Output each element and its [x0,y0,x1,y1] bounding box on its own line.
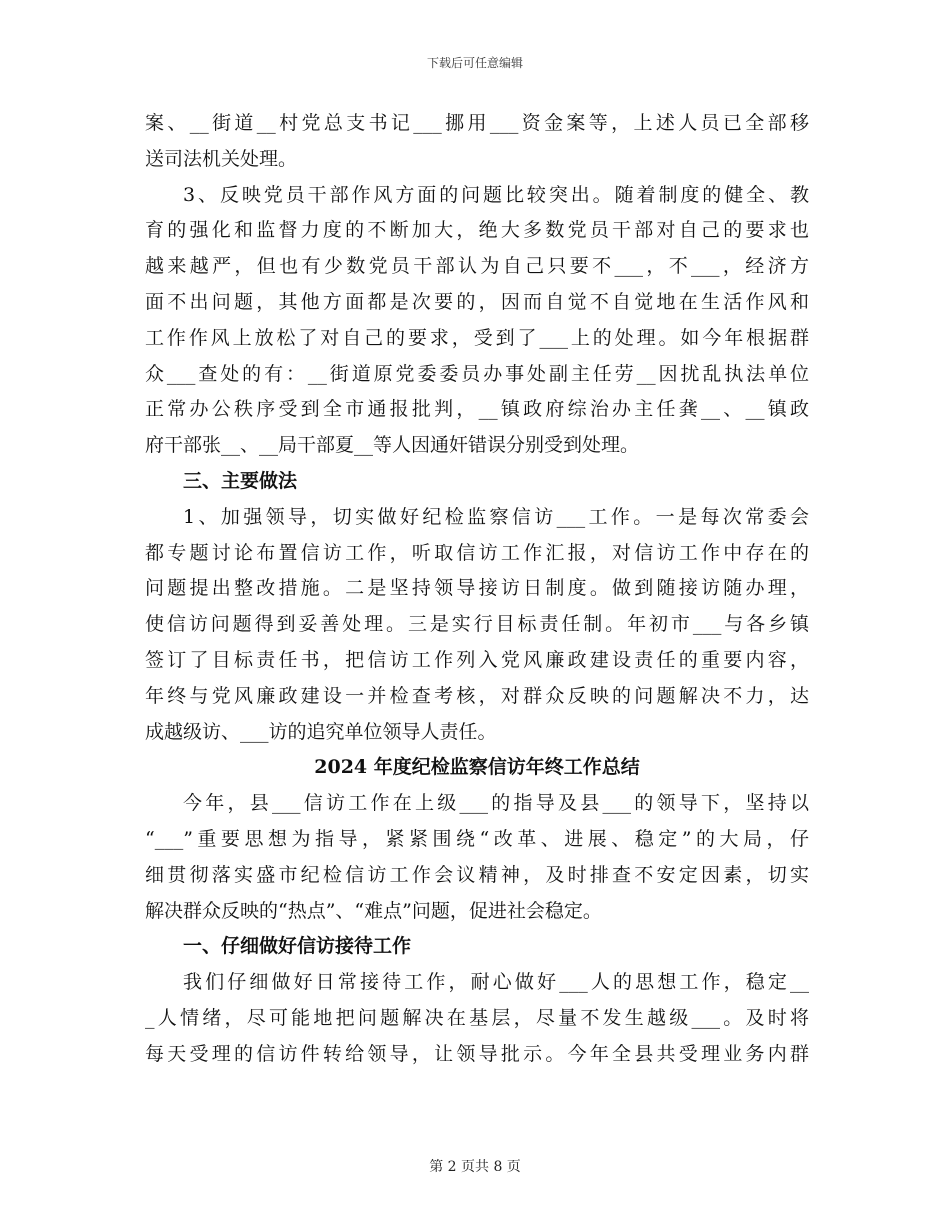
document-body [145,106,809,1073]
section-heading: 一、仔细做好信访接待工作 [183,935,412,958]
text-line: “___”重要思想为指导，紧紧围绕“改革、进展、稳定”的大局，仔 [145,827,809,850]
text-line: 面不出问题，其他方面都是次要的，因而自觉不自觉地在生活作风和 [145,290,809,313]
text-line: 细贯彻落实盛市纪检信访工作会议精神，及时排查不安定因素，切实 [145,863,809,886]
text-line: 签订了目标责任书，把信访工作列入党风廉政建设责任的重要内容， [145,648,809,671]
text-line: 每天受理的信访件转给领导，让领导批示。今年全县共受理业务内群 [145,1042,809,1065]
text-line: 越来越严，但也有少数党员干部认为自己只要不___，不___，经济方 [145,255,809,278]
text-line: 众___查处的有：__街道原党委委员办事处副主任劳__因扰乱执法单位 [145,362,809,385]
page-footer: 第 2 页共 8 页 [429,1159,521,1175]
text-line: 解决群众反映的“热点”、“难点”问题，促进社会稳定。 [145,899,602,922]
text-line: 成越级访、___访的追究单位领导人责任。 [145,720,497,743]
text-line: 年终与党风廉政建设一并检查考核，对群众反映的问题解决不力，达 [145,684,809,707]
page-header: 下载后可任意编辑 [426,56,523,70]
text-line: 育的强化和监督力度的不断加大，绝大多数党员干部对自己的要求也 [145,219,809,242]
text-line: _人情绪，尽可能地把问题解决在基层，尽量不发生越级___。及时将 [145,1006,809,1029]
document-title: 2024 年度纪检监察信访年终工作总结 [314,756,640,779]
text-line: 工作作风上放松了对自己的要求，受到了___上的处理。如今年根据群 [145,326,809,349]
text-line: 使信访问题得到妥善处理。三是实行目标责任制。年初市___与各乡镇 [145,613,809,636]
text-line: 问题提出整改措施。二是坚持领导接访日制度。做到随接访随办理， [145,577,809,600]
text-line: 府干部张__、__局干部夏__等人因通奸错误分别受到处理。 [145,434,640,457]
text-line: 正常办公秩序受到全市通报批判，__镇政府综治办主任龚__、__镇政 [145,398,809,421]
text-line: 送司法机关处理。 [145,147,298,170]
text-line: 1、加强领导，切实做好纪检监察信访___工作。一是每次常委会 [183,505,809,528]
section-heading: 三、主要做法 [183,469,298,492]
text-line: 都专题讨论布置信访工作，听取信访工作汇报，对信访工作中存在的 [145,541,809,564]
text-line: 我们仔细做好日常接待工作，耐心做好___人的思想工作，稳定__ [183,971,809,994]
text-line: 今年，县___信访工作在上级___的指导及县___的领导下，坚持以 [183,792,809,815]
text-line: 案、__街道__村党总支书记___挪用___资金案等，上述人员已全部移 [145,112,809,134]
text-line: 3、反映党员干部作风方面的问题比较突出。随着制度的健全、教 [183,183,809,206]
